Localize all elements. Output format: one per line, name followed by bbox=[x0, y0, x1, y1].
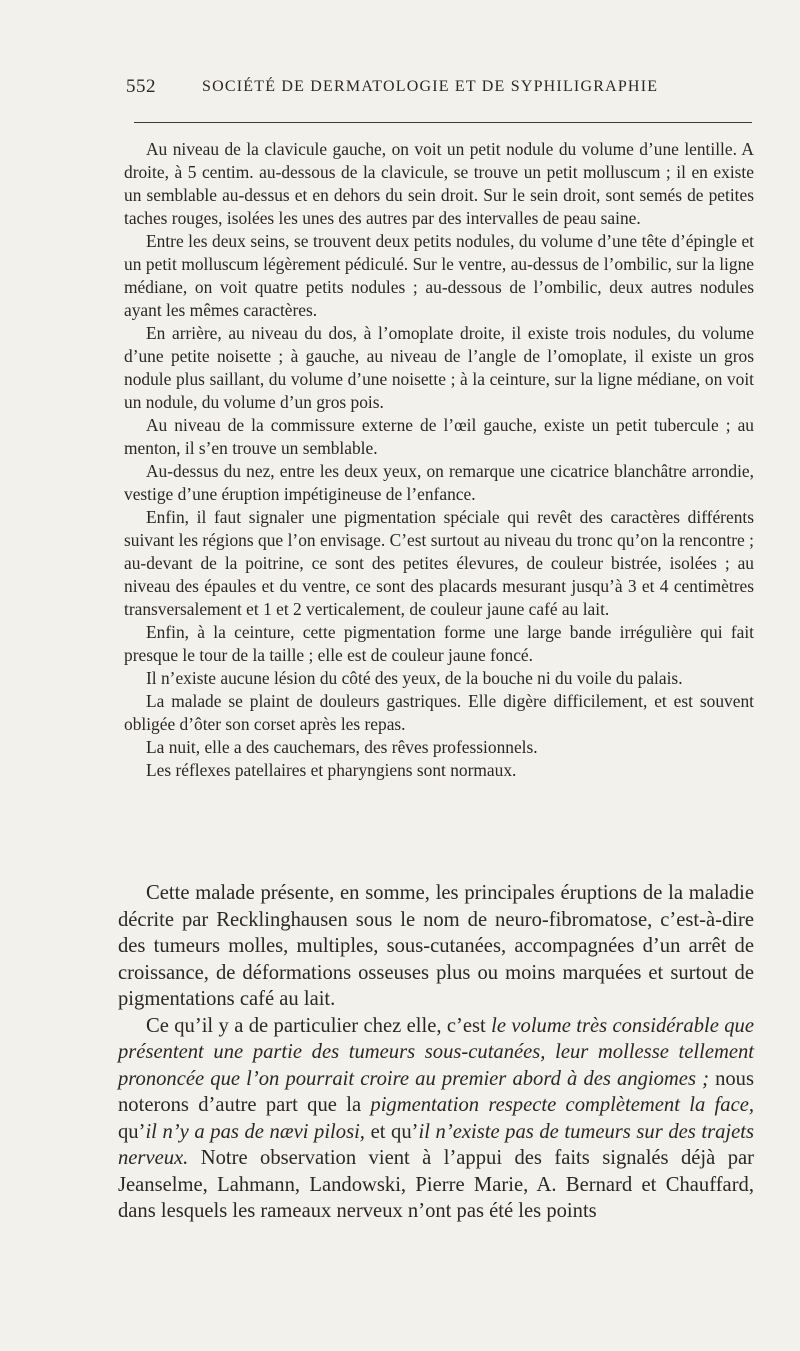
italic-run: il n’existe pas de tumeurs sur des trajets nerveux. bbox=[118, 1120, 754, 1169]
paragraph: Au-dessus du nez, entre les deux yeux, on remarque une cicatrice blanchâtre arrondie, vestige d’une éruption impétigineuse de l’enfance. bbox=[124, 461, 754, 504]
italic-run: pigmentation respecte complètement la face, bbox=[370, 1094, 754, 1116]
paragraph: Les réflexes patellaires et pharyngiens sont normaux. bbox=[146, 760, 517, 780]
page-header bbox=[124, 76, 754, 106]
italic-run: il n’y a pas de nævi pilosi, bbox=[145, 1120, 365, 1143]
paragraph: Au niveau de la clavicule gauche, on voit un petit nodule du volume d’une lentille. A droite, à 5 centim. au-dessous de la clavicule, se trouve un petit molluscum ; il en existe un semblable au-dessus et en dehors du sein droit. Sur le sein droit, sont semés de petites taches rouges, isolées les unes des autres par des intervalles de peau saine. bbox=[124, 139, 754, 228]
text-run: et qu’ bbox=[364, 1120, 419, 1143]
text-run: qu’ bbox=[118, 1120, 146, 1143]
observation-text bbox=[124, 138, 754, 782]
paragraph: Cette malade présente, en somme, les principales éruptions de la maladie décrite par Recklinghausen sous le nom de neuro-fibromatose, c’est-à-dire des tumeurs molles, multiples, sous-cutanées, accompagnées d’un arrêt de croissance, de déformations osseuses plus ou moins marquées et surtout de pigmentations café au lait. bbox=[118, 882, 754, 1010]
italic-run: le volume très considérable que présentent une partie des tumeurs sous-cutanées, leur mollesse tellement prononcée que l’on pourrait croire au premier abord à des angiomes ; bbox=[118, 1014, 754, 1090]
paragraph bbox=[118, 1013, 754, 1225]
header-rule bbox=[134, 122, 752, 123]
paragraph: Au niveau de la commissure externe de l’œil gauche, existe un petit tubercule ; au menton, il s’en trouve un semblable. bbox=[124, 415, 754, 458]
running-head: SOCIÉTÉ DE DERMATOLOGIE ET DE SYPHILIGRAPHIE bbox=[202, 78, 659, 95]
text-run: Notre observation vient à l’appui des faits signalés déjà par Jeanselme, Lahmann, Landowski, Pierre Marie, A. Bernard et Chauffard, dans lesquels les rameaux nerveux n’ont pas été les points bbox=[118, 1147, 754, 1222]
discussion-text bbox=[118, 880, 754, 1225]
paragraph: Entre les deux seins, se trouvent deux petits nodules, du volume d’une tête d’épingle et un petit molluscum légèrement pédiculé. Sur le ventre, au-dessus de l’ombilic, sur la ligne médiane, on voit quatre petits nodules ; au-dessous de l’ombilic, deux autres nodules ayant les mêmes caractères. bbox=[124, 231, 754, 320]
paragraph: Enfin, à la ceinture, cette pigmentation forme une large bande irrégulière qui fait presque le tour de la taille ; elle est de couleur jaune foncé. bbox=[124, 622, 754, 665]
paragraph: La malade se plaint de douleurs gastriques. Elle digère difficilement, et est souvent obligée d’ôter son corset après les repas. bbox=[124, 691, 754, 734]
paragraph: Il n’existe aucune lésion du côté des yeux, de la bouche ni du voile du palais. bbox=[146, 668, 683, 688]
paragraph: La nuit, elle a des cauchemars, des rêves professionnels. bbox=[146, 737, 538, 757]
paragraph: En arrière, au niveau du dos, à l’omoplate droite, il existe trois nodules, du volume d’une petite noisette ; à gauche, au niveau de l’angle de l’omoplate, il existe un gros nodule plus saillant, du volume d’une noisette ; à la ceinture, sur la ligne médiane, on voit un nodule, du volume d’un gros pois. bbox=[124, 323, 754, 412]
text-run: nous noterons d’autre part que la bbox=[118, 1067, 754, 1116]
paragraph: Enfin, il faut signaler une pigmentation spéciale qui revêt des caractères différents suivant les régions que l’on envisage. C’est surtout au niveau du tronc qu’on la rencontre ; au-devant de la poitrine, ce sont des petites élevures, de couleur bistrée, isolées ; au niveau des épaules et du ventre, ce sont des placards mesurant jusqu’à 3 et 4 centimètres transversalement et 1 et 2 verticalement, de couleur jaune café au lait. bbox=[124, 507, 754, 619]
page-number: 552 bbox=[126, 76, 156, 97]
text-run: Ce qu’il y a de particulier chez elle, c’est bbox=[146, 1014, 492, 1037]
